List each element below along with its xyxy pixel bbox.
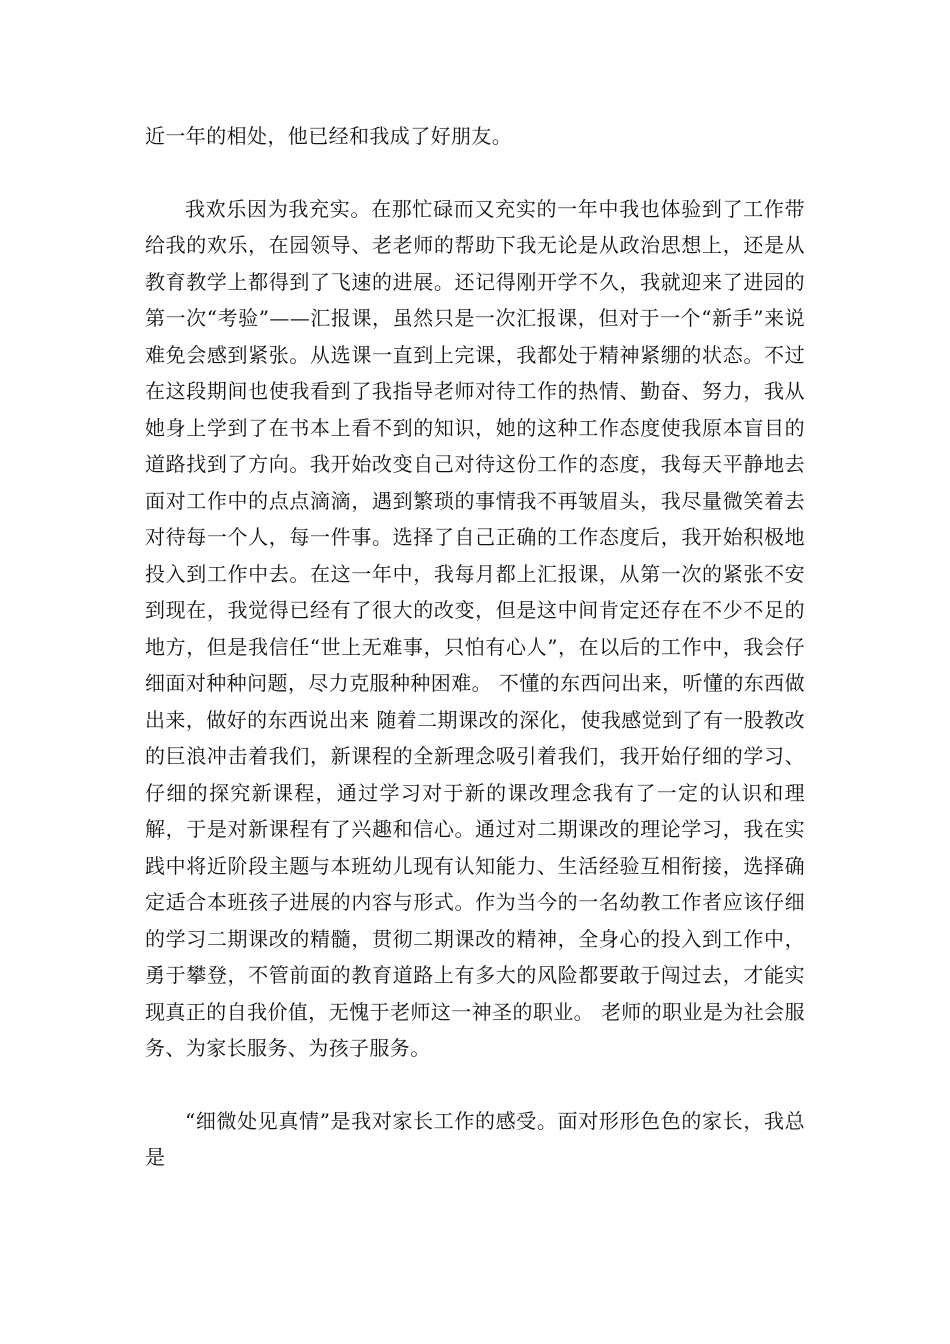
document-body [145,118,805,1176]
paragraph-happiness-fulfillment: 我欢乐因为我充实。在那忙碌而又充实的一年中我也体验到了工作带给我的欢乐，在园领导、老老师的帮助下我无论是从政治思想上，还是从教育教学上都得到了飞速的进展。还记得刚开学不久，我就迎来了进园的第一次“考验”——汇报课，虽然只是一次汇报课，但对于一个“新手”来说难免会感到紧张。从选课一直到上完课，我都处于精神紧绷的状态。不过在这段期间也使我看到了我指导老师对待工作的热情、勤奋、努力，我从她身上学到了在书本上看不到的知识，她的这种工作态度使我原本盲目的道路找到了方向。我开始改变自己对待这份工作的态度，我每天平静地去面对工作中的点点滴滴，遇到繁琐的事情我不再皱眉头，我尽量微笑着去对待每一个人，每一件事。选择了自己正确的工作态度后，我开始积极地投入到工作中去。在这一年中，我每月都上汇报课，从第一次的紧张不安到现在，我觉得已经有了很大的改变，但是这中间肯定还存在不少不足的地方，但是我信任“世上无难事，只怕有心人”，在以后的工作中，我会仔细面对种种问题，尽力克服种种困难。 不懂的东西问出来，听懂的东西做出来，做好的东西说出来 随着二期课改的深化，使我感觉到了有一股教改的巨浪冲击着我们，新课程的全新理念吸引着我们，我开始仔细的学习、仔细的探究新课程，通过学习对于新的课改理念我有了一定的认识和理解，于是对新课程有了兴趣和信心。通过对二期课改的理论学习，我在实践中将近阶段主题与本班幼儿现有认知能力、生活经验互相衔接，选择确定适合本班孩子进展的内容与形式。作为当今的一名幼教工作者应该仔细的学习二期课改的精髓，贯彻二期课改的精神，全身心的投入到工作中，勇于攀登，不管前面的教育道路上有多大的风险都要敢于闯过去，才能实现真正的自我价值，无愧于老师这一神圣的职业。 老师的职业是为社会服务、为家长服务、为孩子服务。 [145,196,805,1060]
paragraph-parent-work: “细微处见真情”是我对家长工作的感受。面对形形色色的家长，我总是 [145,1108,805,1169]
paragraph-continuation: 近一年的相处，他已经和我成了好朋友。 [145,124,513,148]
